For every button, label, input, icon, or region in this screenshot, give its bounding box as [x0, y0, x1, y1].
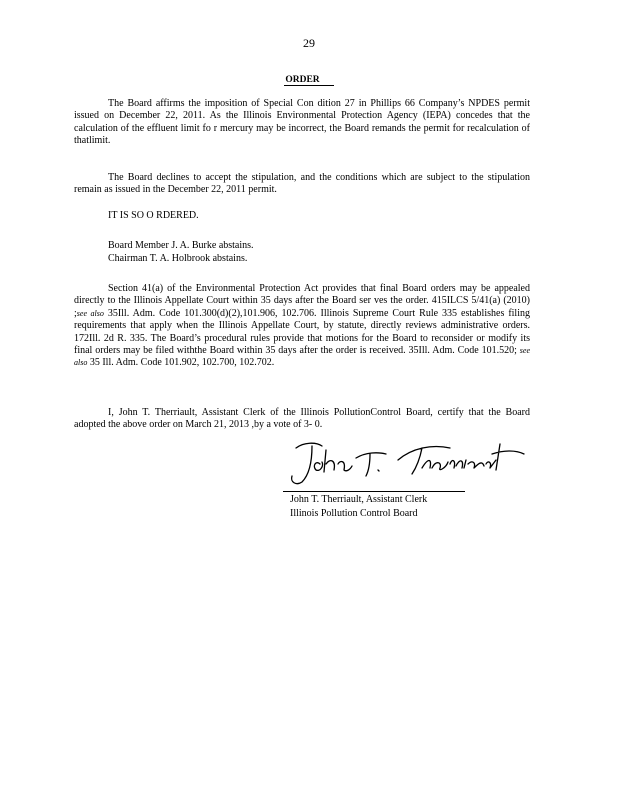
signatory-name: John T. Therriault, Assistant Clerk: [290, 494, 428, 505]
paragraph-appeal-rights: [74, 283, 530, 370]
paragraph-affirms: The Board affirms the imposition of Special Con dition 27 in Phillips 66 Company’s NPDES permit issued on December 22, 2011. As the Illinois Environmental Protection Agency (IEPA) concedes that the calculation of the effluent limit fo r mercury may be incorrect, the Board remands the permit for recalculation of thatlimit.: [74, 98, 530, 147]
abstain-burke: Board Member J. A. Burke abstains.: [108, 240, 254, 251]
signature-stroke-j: [292, 443, 322, 483]
signature-rule: [283, 491, 465, 492]
paragraph-certification: I, John T. Therriault, Assistant Clerk of the Illinois PollutionControl Board, certify that the Board adopted the above order on March 21, 2013 ,by a vote of 3- 0.: [74, 407, 530, 431]
signature-stroke-t: [356, 453, 386, 476]
see-also-1: see also: [76, 308, 104, 318]
handwritten-signature: [282, 434, 532, 490]
signature-stroke-therriault: [398, 444, 524, 474]
order-heading-text: ORDER: [284, 75, 333, 86]
signatory-organization: Illinois Pollution Control Board: [290, 508, 418, 519]
appeal-text-3: 35 Ill. Adm. Code 101.902, 102.700, 102.702.: [87, 357, 275, 369]
appeal-text-2: 35Ill. Adm. Code 101.300(d)(2),101.906, 102.706. Illinois Supreme Court Rule 335 establishes filing requirements that apply when the Illinois Appellate Court, by statute, directly reviews administrative orders. 172Ill. 2d R. 335. The Board’s procedural rules provide that motions for the Board to reconsider or modify its final orders may be filed withthe Board within 35 days after the order is received. 35Ill. Adm. Code 101.520;: [74, 307, 530, 357]
page-number: 29: [303, 36, 315, 50]
abstain-holbrook: Chairman T. A. Holbrook abstains.: [108, 253, 248, 264]
order-heading: [0, 75, 618, 85]
see-also-2: see also: [74, 346, 530, 368]
so-ordered-line: IT IS SO O RDERED.: [108, 210, 199, 221]
appeal-text-1: Section 41(a) of the Environmental Protection Act provides that final Board orders may be appealed directly to the Illinois Appellate Court within 35 days after the Board ser ves the order. 415ILCS 5/41(a) (2010) ;: [74, 283, 530, 319]
signature-stroke-ohn: [314, 450, 352, 472]
paragraph-declines: The Board declines to accept the stipulation, and the conditions which are subject to the stipulation remain as issued in the December 22, 2011 permit.: [74, 172, 530, 196]
